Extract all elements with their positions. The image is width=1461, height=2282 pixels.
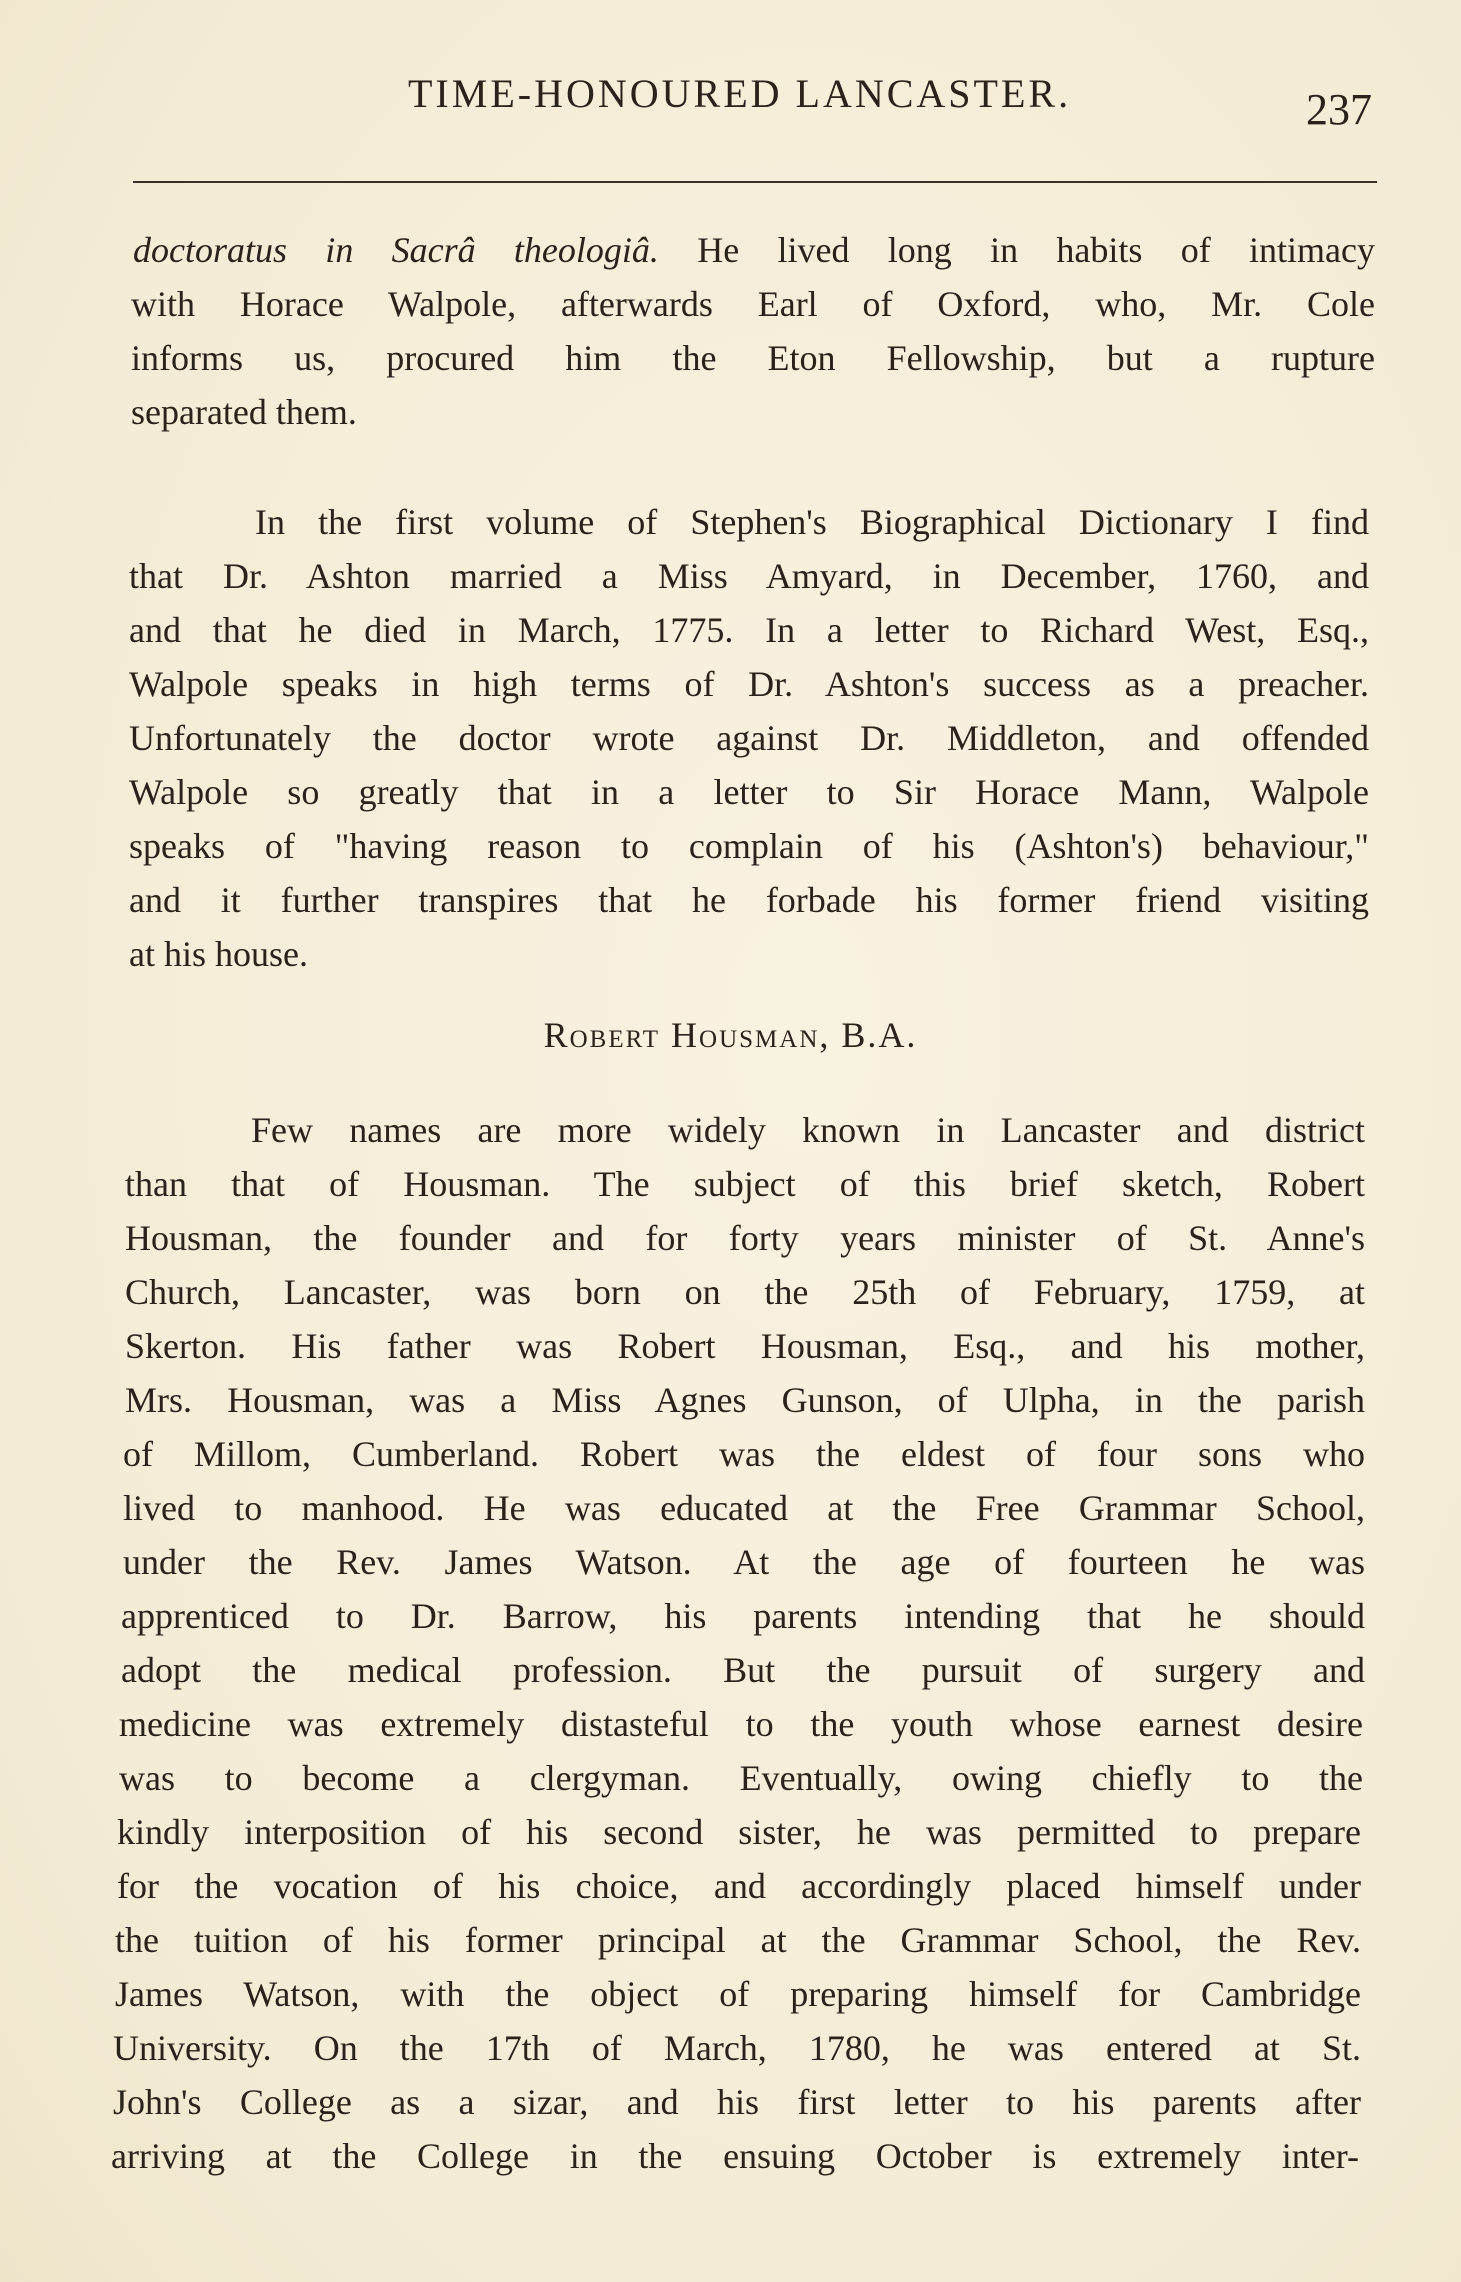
paragraph3-line: than that of Housman. The subject of this brief sketch, Robert: [125, 1164, 1365, 1204]
paragraph3-line: Skerton. His father was Robert Housman, Esq., and his mother,: [125, 1326, 1365, 1366]
paragraph3-line: kindly interposition of his second sister, he was permitted to prepare: [117, 1812, 1361, 1852]
paragraph3-line: medicine was extremely distasteful to the youth whose earnest desire: [119, 1704, 1363, 1744]
paragraph3-line: was to become a clergyman. Eventually, owing chiefly to the: [119, 1758, 1363, 1798]
paragraph2-line: at his house.: [129, 934, 308, 974]
paragraph1-line-1-text: He lived long in habits of intimacy: [697, 230, 1375, 270]
paragraph1-line: separated them.: [131, 392, 357, 432]
paragraph3-line: Church, Lancaster, was born on the 25th of February, 1759, at: [125, 1272, 1365, 1312]
paragraph3-line: University. On the 17th of March, 1780, he was entered at St.: [113, 2028, 1361, 2068]
paragraph2-line: In the first volume of Stephen's Biographical Dictionary I find: [255, 502, 1369, 542]
paragraph1-line-1: [133, 228, 1375, 272]
paragraph3-line: adopt the medical profession. But the pursuit of surgery and: [121, 1650, 1365, 1690]
paragraph2-line: Unfortunately the doctor wrote against Dr. Middleton, and offended: [129, 718, 1369, 758]
paragraph2-line: and that he died in March, 1775. In a letter to Richard West, Esq.,: [129, 610, 1369, 650]
paragraph1-line: with Horace Walpole, afterwards Earl of Oxford, who, Mr. Cole: [131, 284, 1375, 324]
paragraph3-line: James Watson, with the object of preparing himself for Cambridge: [115, 1974, 1361, 2014]
section-heading: Robert Housman, B.A.: [543, 1015, 918, 1055]
header-rule: [133, 181, 1377, 183]
paragraph1-line: informs us, procured him the Eton Fellowship, but a rupture: [131, 338, 1375, 378]
paragraph3-line: John's College as a sizar, and his first letter to his parents after: [113, 2082, 1361, 2122]
paragraph3-line: of Millom, Cumberland. Robert was the eldest of four sons who: [123, 1434, 1365, 1474]
latin-phrase: doctoratus in Sacrâ theologiâ.: [133, 230, 659, 270]
paragraph2-line: Walpole so greatly that in a letter to Sir Horace Mann, Walpole: [129, 772, 1369, 812]
paragraph3-line: apprenticed to Dr. Barrow, his parents intending that he should: [121, 1596, 1365, 1636]
paragraph3-line: lived to manhood. He was educated at the Free Grammar School,: [123, 1488, 1365, 1528]
paragraph3-line: Mrs. Housman, was a Miss Agnes Gunson, of Ulpha, in the parish: [125, 1380, 1365, 1420]
paragraph2-line: that Dr. Ashton married a Miss Amyard, in December, 1760, and: [129, 556, 1369, 596]
paragraph3-line: Few names are more widely known in Lancaster and district: [251, 1110, 1365, 1150]
running-header-title: TIME-HONOURED LANCASTER.: [408, 71, 1072, 116]
paragraph2-line: and it further transpires that he forbade his former friend visiting: [129, 880, 1369, 920]
paragraph3-line: the tuition of his former principal at the Grammar School, the Rev.: [115, 1920, 1361, 1960]
paragraph2-line: Walpole speaks in high terms of Dr. Ashton's success as a preacher.: [129, 664, 1369, 704]
paragraph3-line: arriving at the College in the ensuing October is extremely inter-: [111, 2136, 1359, 2176]
page-number: 237: [1306, 85, 1372, 134]
paragraph3-line: for the vocation of his choice, and accordingly placed himself under: [117, 1866, 1361, 1906]
paragraph3-line: under the Rev. James Watson. At the age of fourteen he was: [123, 1542, 1365, 1582]
paragraph3-line: Housman, the founder and for forty years minister of St. Anne's: [125, 1218, 1365, 1258]
paragraph2-line: speaks of "having reason to complain of his (Ashton's) behaviour,": [129, 826, 1369, 866]
